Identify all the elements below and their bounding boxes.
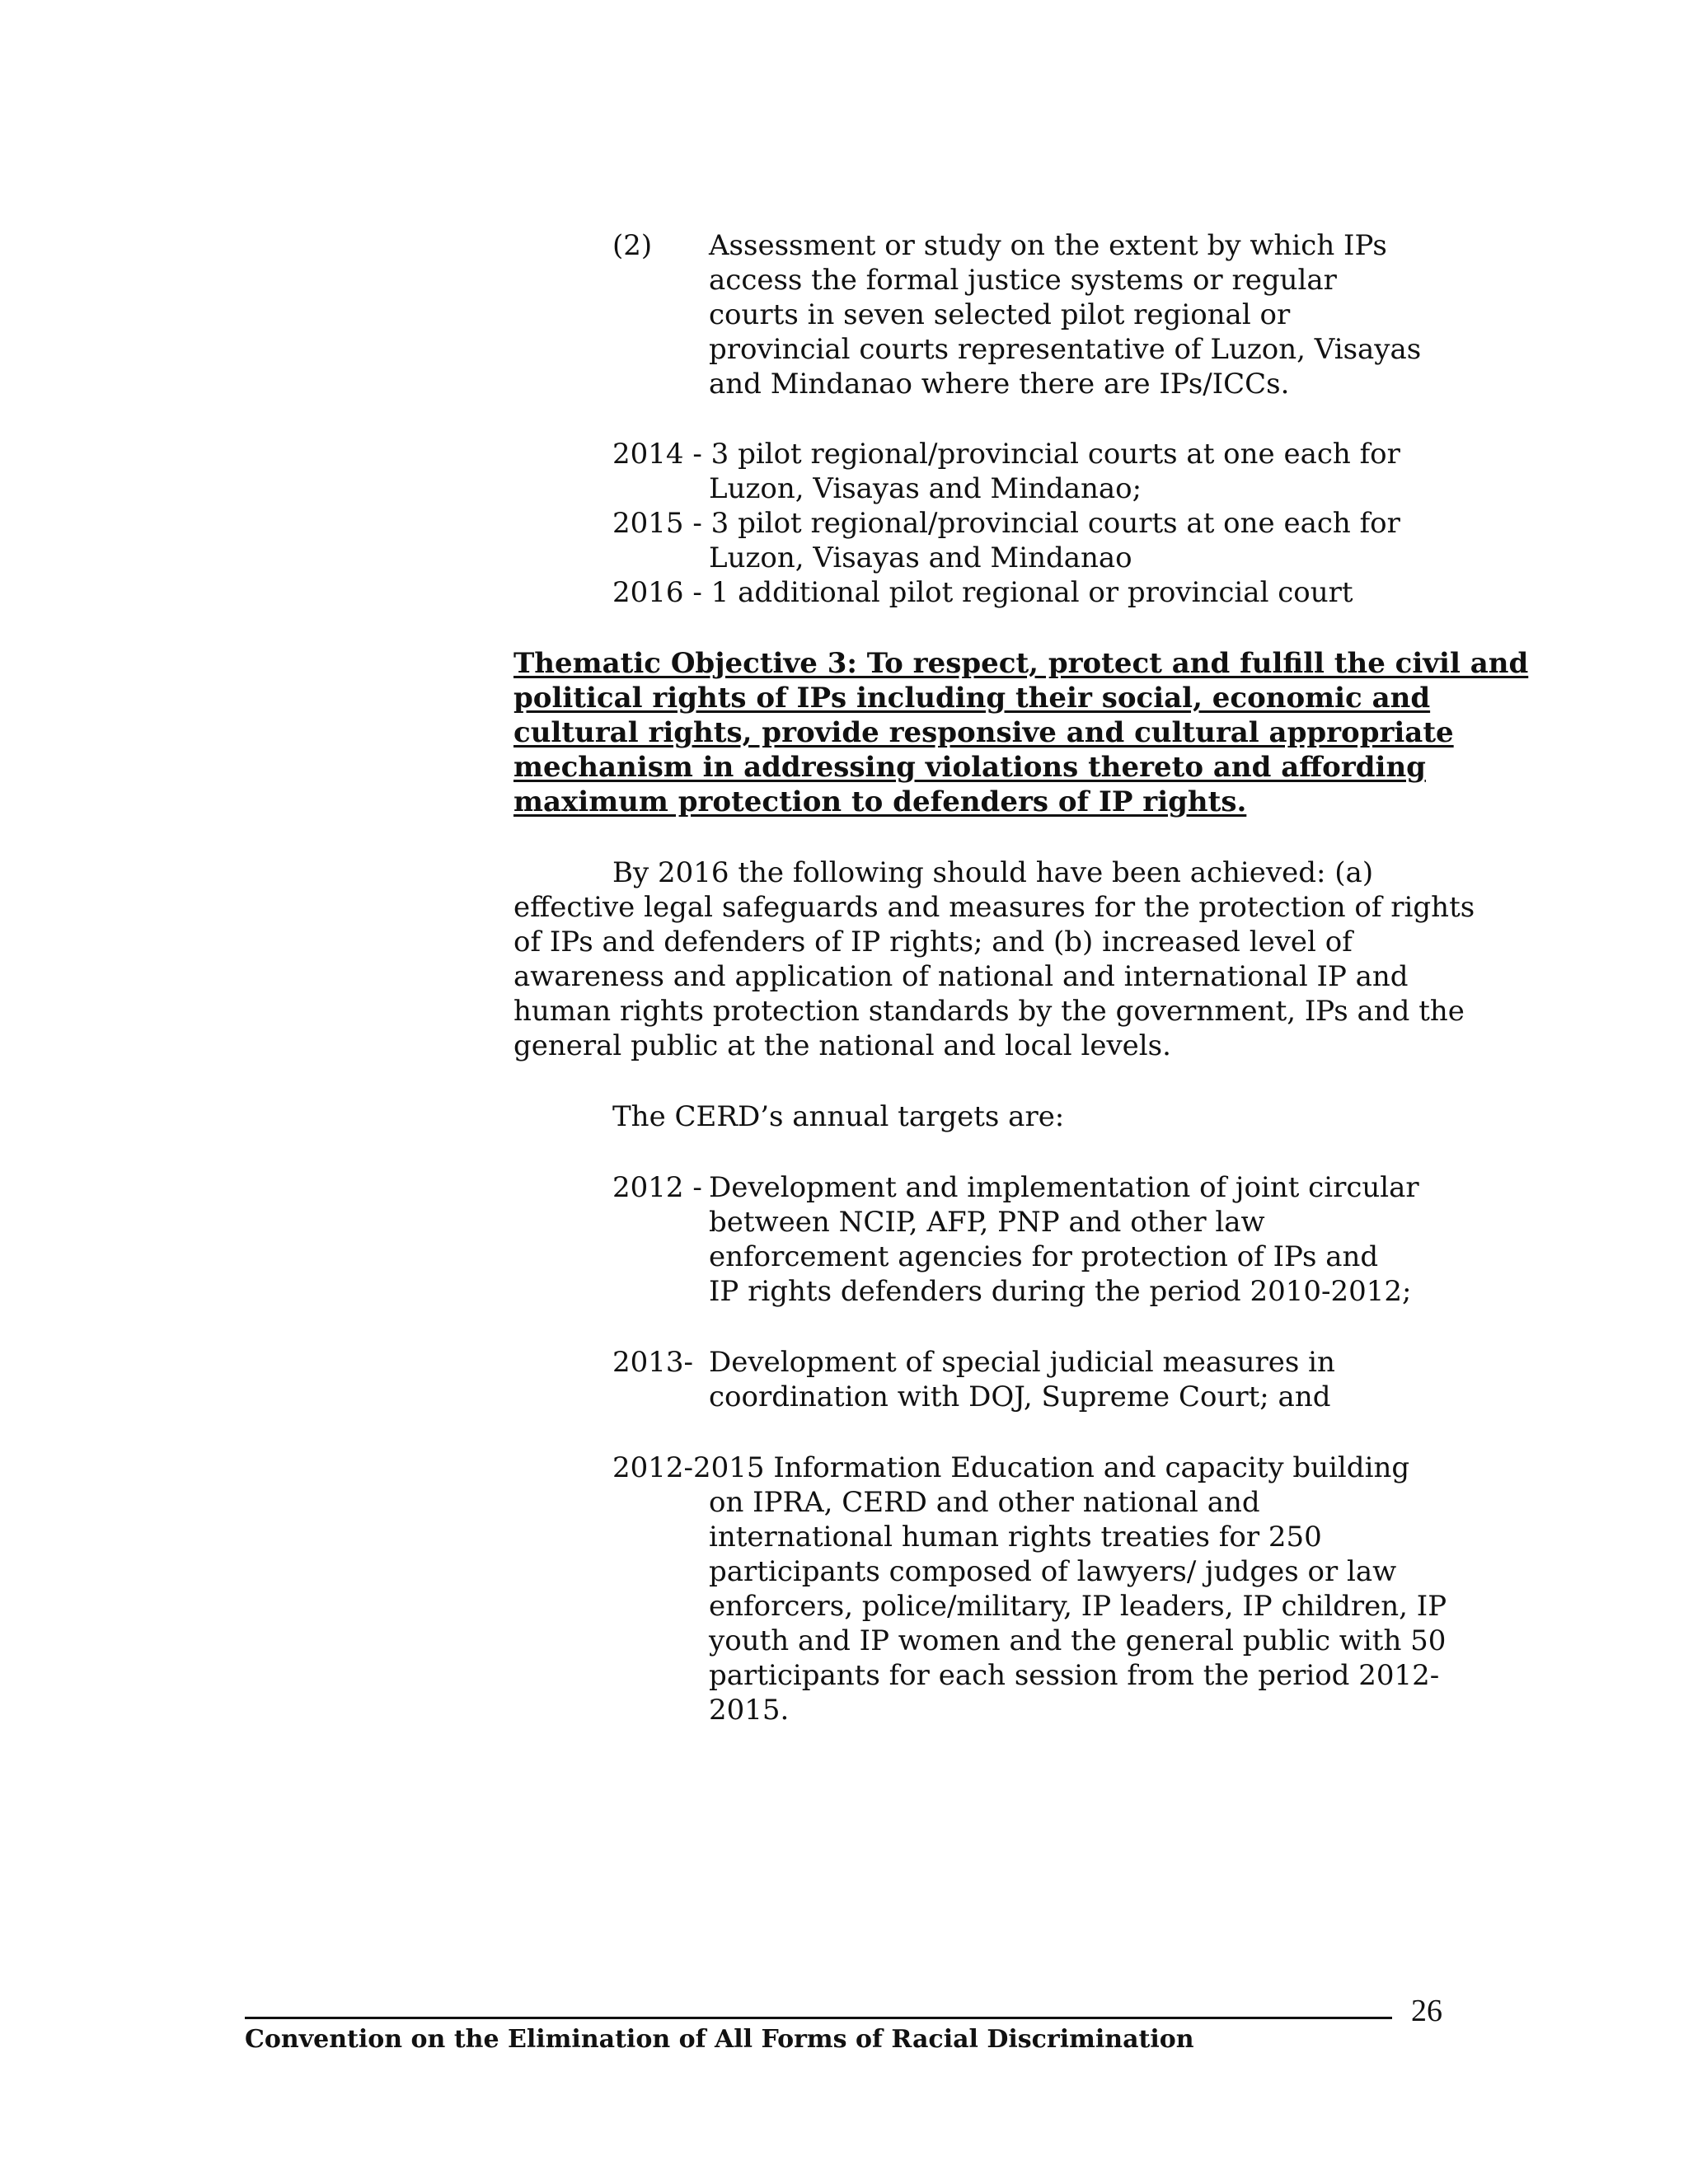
target-2014-line-1: 2014 - 3 pilot regional/provincial courts at one each for: [612, 438, 1400, 471]
paragraph-line-1: By 2016 the following should have been achieved: (a): [612, 856, 1374, 889]
item-2-line-3: courts in seven selected pilot regional or: [709, 298, 1291, 331]
target-2013-label: 2013-: [612, 1346, 694, 1379]
item-2-line-5: and Mindanao where there are IPs/ICCs.: [709, 368, 1290, 401]
objective-3-heading-line-3: cultural rights, provide responsive and cultural appropriate: [513, 716, 1454, 749]
target-2012-2015-line-4: participants composed of lawyers/ judges or law: [709, 1555, 1397, 1588]
paragraph-line-2: effective legal safeguards and measures for the protection of rights: [513, 891, 1475, 924]
objective-3-heading-line-1: Thematic Objective 3: To respect, protect and fulfill the civil and: [513, 647, 1529, 680]
target-2014-line-2: Luzon, Visayas and Mindanao;: [709, 472, 1142, 505]
item-2-line-2: access the formal justice systems or regular: [709, 264, 1337, 297]
target-2013-line-1: Development of special judicial measures in: [709, 1346, 1335, 1379]
item-2-label: (2): [612, 229, 653, 262]
page-number: 26: [1411, 1994, 1442, 2028]
target-2012-2015-line-7: participants for each session from the period 2012-: [709, 1659, 1440, 1692]
item-2-line-4: provincial courts representative of Luzon, Visayas: [709, 333, 1422, 366]
target-2012-2015-line-8: 2015.: [709, 1694, 790, 1727]
paragraph-line-6: general public at the national and local levels.: [513, 1029, 1171, 1062]
footer-divider: [245, 2017, 1392, 2019]
target-2012-line-2: between NCIP, AFP, PNP and other law: [709, 1206, 1265, 1239]
item-2-line-1: Assessment or study on the extent by which IPs: [709, 229, 1387, 262]
paragraph-line-4: awareness and application of national and international IP and: [513, 960, 1409, 993]
target-2012-line-1: Development and implementation of joint circular: [709, 1171, 1419, 1204]
target-2012-line-4: IP rights defenders during the period 2010-2012;: [709, 1275, 1412, 1308]
target-2013-line-2: coordination with DOJ, Supreme Court; and: [709, 1380, 1331, 1413]
target-2012-line-3: enforcement agencies for protection of IPs and: [709, 1240, 1379, 1273]
objective-3-heading-line-2: political rights of IPs including their social, economic and: [513, 682, 1431, 715]
target-2015-line-1: 2015 - 3 pilot regional/provincial courts at one each for: [612, 507, 1400, 540]
cerd-targets-intro: The CERD’s annual targets are:: [612, 1100, 1065, 1133]
target-2012-2015-line-6: youth and IP women and the general public with 50: [709, 1624, 1447, 1657]
target-2016-line: 2016 - 1 additional pilot regional or provincial court: [612, 576, 1353, 609]
objective-3-heading-line-5: maximum protection to defenders of IP rights.: [513, 785, 1247, 818]
footer-title: Convention on the Elimination of All Forms of Racial Discrimination: [245, 2025, 1194, 2054]
target-2012-label: 2012 -: [612, 1171, 702, 1204]
objective-3-heading-line-4: mechanism in addressing violations thereto and affording: [513, 751, 1426, 784]
target-2012-2015-line-5: enforcers, police/military, IP leaders, IP children, IP: [709, 1590, 1447, 1623]
target-2012-2015-line-3: international human rights treaties for 250: [709, 1521, 1322, 1554]
target-2015-line-2: Luzon, Visayas and Mindanao: [709, 541, 1132, 574]
target-2012-2015-line-2: on IPRA, CERD and other national and: [709, 1486, 1260, 1519]
target-2012-2015-line-1: 2012-2015 Information Education and capacity building: [612, 1451, 1410, 1484]
paragraph-line-5: human rights protection standards by the government, IPs and the: [513, 995, 1465, 1028]
paragraph-line-3: of IPs and defenders of IP rights; and (b) increased level of: [513, 926, 1353, 958]
